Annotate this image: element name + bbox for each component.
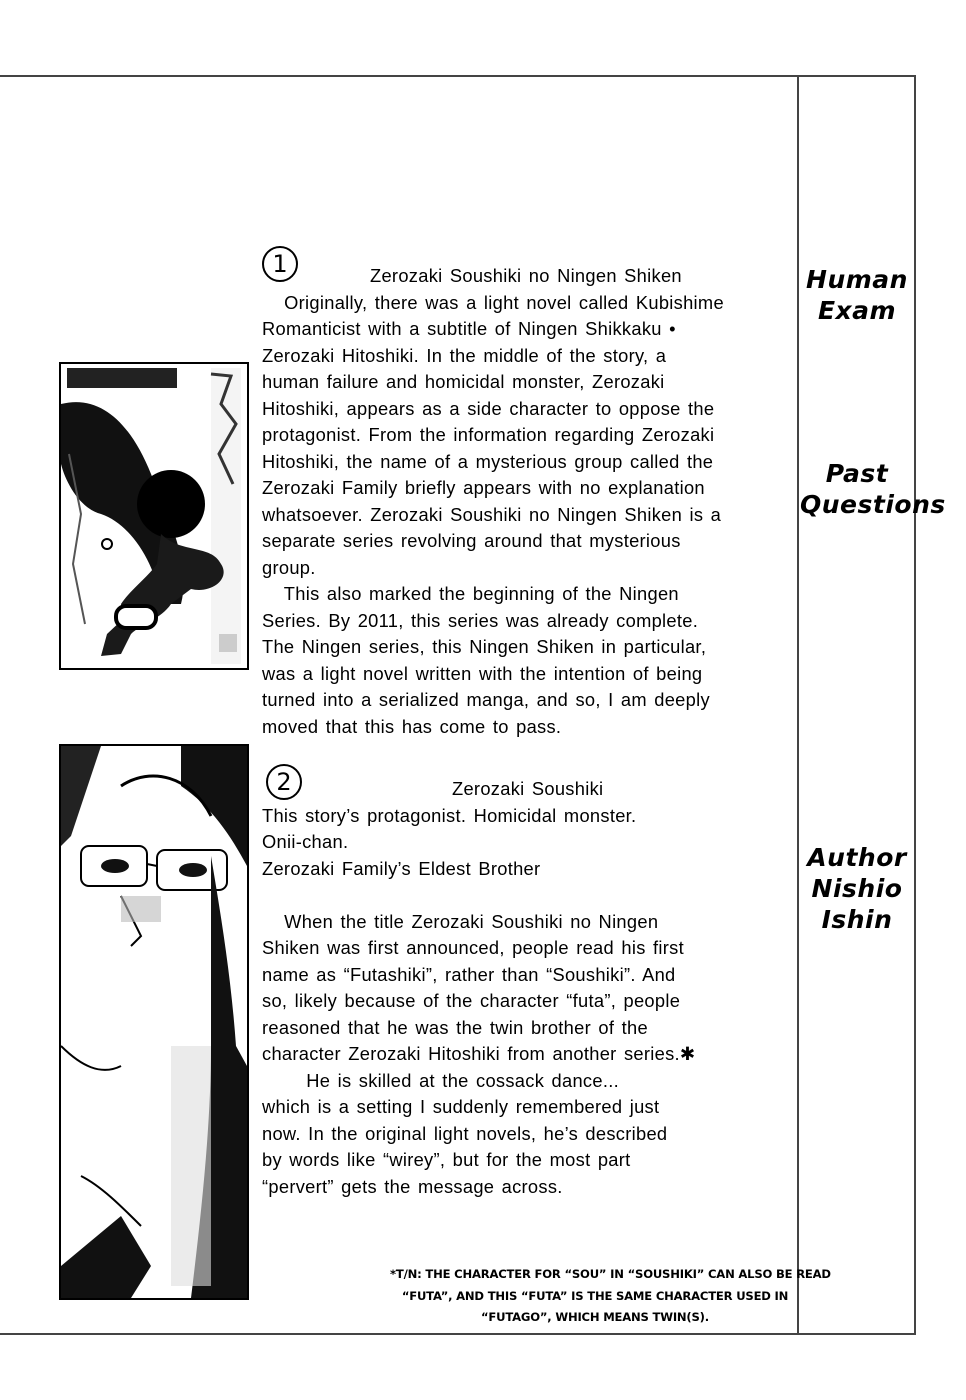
- text-line: Hitoshiki, the name of a mysterious group called the: [262, 450, 714, 472]
- translator-note-line: *T/N: THE CHARACTER FOR “SOU” IN “SOUSHIKI” CAN ALSO BE READ: [390, 1267, 831, 1281]
- text-line: Zerozaki Family’s Eldest Brother: [262, 857, 541, 879]
- text-line: human failure and homicidal monster, Zerozaki: [262, 371, 665, 392]
- side-label-past-questions: [800, 458, 946, 520]
- section-2-text: [262, 776, 794, 1200]
- section-number-1: 1: [262, 246, 298, 282]
- text-line: “pervert” gets the message across.: [262, 1175, 563, 1197]
- text-line: turned into a serialized manga, and so, I am deeply: [262, 689, 710, 710]
- side-label-line: Nishio: [811, 874, 903, 903]
- text-line: The Ningen series, this Ningen Shiken in particular,: [262, 636, 707, 657]
- text-line: This also marked the beginning of the Ningen: [262, 583, 679, 604]
- text-line: Originally, there was a light novel called Kubishime: [262, 291, 724, 313]
- book-cover-illustration: [59, 362, 249, 670]
- column-divider: [797, 75, 799, 1335]
- text-line: reasoned that he was the twin brother of the: [262, 1016, 648, 1038]
- text-line: This story’s protagonist. Homicidal monster.: [262, 804, 637, 826]
- text-line: Zerozaki Hitoshiki. In the middle of the story, a: [262, 344, 667, 366]
- text-line: whatsoever. Zerozaki Soushiki no Ningen Shiken is a: [262, 503, 722, 525]
- text-line: by words like “wirey”, but for the most part: [262, 1149, 631, 1170]
- text-line: which is a setting I suddenly remembered just: [262, 1096, 660, 1117]
- text-line: character Zerozaki Hitoshiki from another series.✱: [262, 1043, 696, 1064]
- section-title: Zerozaki Soushiki: [452, 778, 604, 799]
- side-label-line: Exam: [817, 296, 897, 325]
- section-number-2: 2: [266, 764, 302, 800]
- text-line: group.: [262, 556, 316, 578]
- text-line: He is skilled at the cossack dance...: [262, 1069, 619, 1091]
- text-line: so, likely because of the character “futa”, people: [262, 990, 681, 1011]
- text-line: Onii-chan.: [262, 831, 349, 852]
- text-line: Hitoshiki, appears as a side character to oppose the: [262, 397, 715, 419]
- text-line: Romanticist with a subtitle of Ningen Shikkaku •: [262, 318, 676, 339]
- frame-right-border: [914, 75, 916, 1335]
- text-line: Shiken was first announced, people read his first: [262, 937, 684, 958]
- side-label-line: Ishin: [821, 905, 893, 934]
- text-line: separate series revolving around that mysterious: [262, 530, 681, 551]
- section-1-text: [262, 263, 794, 740]
- translator-note-line: “FUTAGO”, WHICH MEANS TWIN(S).: [480, 1310, 709, 1324]
- text-line: moved that this has come to pass.: [262, 715, 562, 737]
- text-line: protagonist. From the information regarding Zerozaki: [262, 424, 715, 445]
- side-label-line: Human: [806, 265, 908, 294]
- text-line: name as “Futashiki”, rather than “Soushiki”. And: [262, 963, 676, 985]
- character-portrait-illustration: [59, 744, 249, 1300]
- side-label-author: [800, 842, 914, 935]
- frame-bottom-border: [0, 1333, 916, 1335]
- text-line: [262, 882, 794, 909]
- side-label-line: Author: [807, 843, 907, 872]
- section-title: Zerozaki Soushiki no Ningen Shiken: [370, 265, 682, 286]
- text-line: now. In the original light novels, he’s described: [262, 1122, 668, 1144]
- text-line: was a light novel written with the intention of being: [262, 662, 703, 684]
- text-line: Series. By 2011, this series was already complete.: [262, 609, 699, 631]
- text-line: When the title Zerozaki Soushiki no Ningen: [262, 910, 659, 932]
- side-label-line: Questions: [800, 490, 946, 519]
- side-label-human-exam: [800, 264, 914, 326]
- side-label-line: Past: [825, 459, 889, 488]
- translator-note-line: “FUTA”, AND THIS “FUTA” IS THE SAME CHARACTER USED IN: [401, 1288, 789, 1303]
- translator-note: [390, 1264, 831, 1329]
- frame-top-border: [0, 75, 916, 77]
- text-line: Zerozaki Family briefly appears with no explanation: [262, 477, 705, 498]
